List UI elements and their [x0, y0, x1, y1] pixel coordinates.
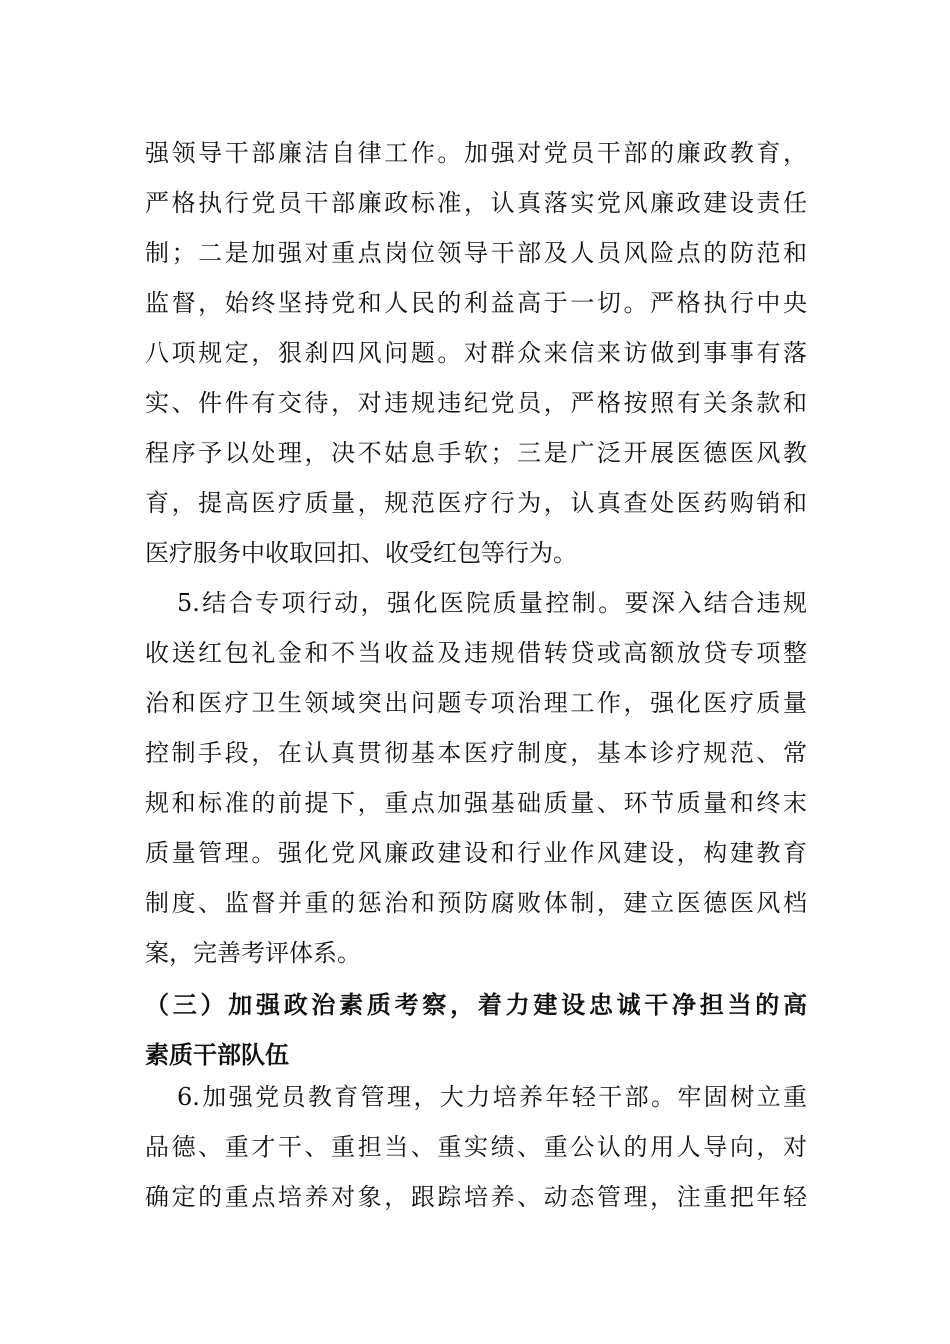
text-line: 程序予以处理，决不姑息手软；三是广泛开展医德医风教	[145, 439, 807, 467]
text-line: 制；二是加强对重点岗位领导干部及人员风险点的防范和	[145, 239, 807, 267]
text-line: 监督，始终坚持党和人民的利益高于一切。严格执行中央	[145, 289, 807, 317]
paragraph-6-start: 6.加强党员教育管理，大力培养年轻干部。牢固树立重	[177, 1083, 807, 1111]
text-line: 制度、监督并重的惩治和预防腐败体制，建立医德医风档	[145, 889, 807, 917]
text-line: 八项规定，狠刹四风问题。对群众来信来访做到事事有落	[145, 339, 807, 367]
text-line: 医疗服务中收取回扣、收受红包等行为。	[145, 539, 577, 567]
text-line: 规和标准的前提下，重点加强基础质量、环节质量和终末	[145, 789, 807, 817]
text-line: 确定的重点培养对象，跟踪培养、动态管理，注重把年轻	[145, 1183, 807, 1211]
text-line: 实、件件有交待，对违规违纪党员，严格按照有关条款和	[145, 389, 807, 417]
text-line: 强领导干部廉洁自律工作。加强对党员干部的廉政教育，	[145, 139, 807, 167]
text-line: 育，提高医疗质量，规范医疗行为，认真查处医药购销和	[145, 489, 807, 517]
paragraph-5-start: 5.结合专项行动，强化医院质量控制。要深入结合违规	[177, 589, 807, 617]
text-line: 治和医疗卫生领域突出问题专项治理工作，强化医疗质量	[145, 689, 807, 717]
text-line: 控制手段，在认真贯彻基本医疗制度，基本诊疗规范、常	[145, 739, 807, 767]
text-line: 严格执行党员干部廉政标准，认真落实党风廉政建设责任	[145, 189, 807, 217]
text-line: 品德、重才干、重担当、重实绩、重公认的用人导向，对	[145, 1133, 807, 1161]
text-line: 案，完善考评体系。	[145, 939, 361, 967]
section-heading: （三）加强政治素质考察，着力建设忠诚干净担当的高	[145, 991, 807, 1019]
section-heading-cont: 素质干部队伍	[145, 1041, 289, 1069]
text-line: 收送红包礼金和不当收益及违规借转贷或高额放贷专项整	[145, 639, 807, 667]
text-line: 质量管理。强化党风廉政建设和行业作风建设，构建教育	[145, 839, 807, 867]
